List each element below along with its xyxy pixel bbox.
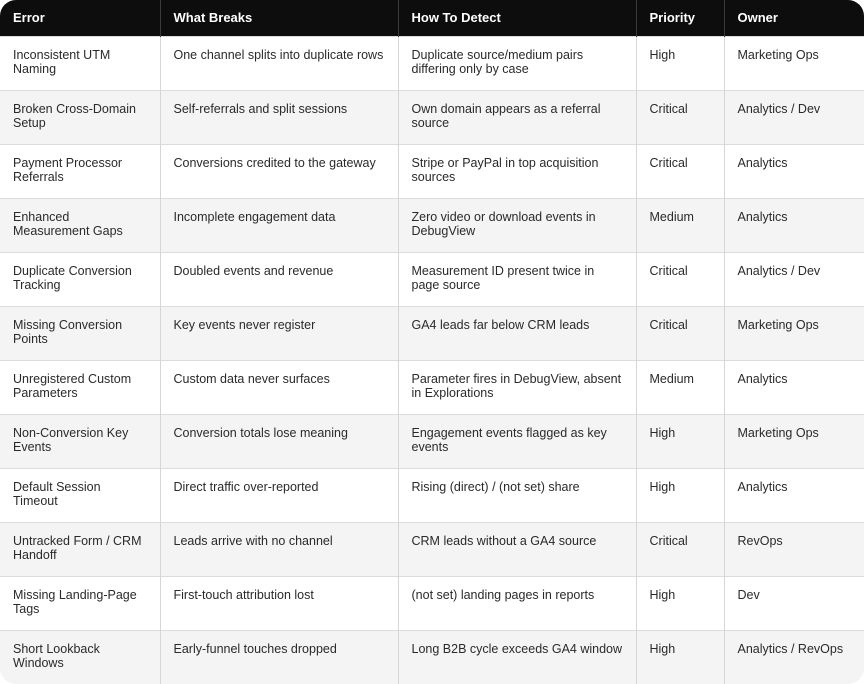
table-row: [0, 468, 864, 522]
cell-error: Missing Landing-Page Tags: [0, 576, 160, 630]
cell-how-to-detect: Duplicate source/medium pairs differing only by case: [398, 36, 636, 90]
table-row: [0, 414, 864, 468]
cell-error: Default Session Timeout: [0, 468, 160, 522]
table-header-row: [0, 0, 864, 36]
table-row: [0, 360, 864, 414]
cell-priority: Critical: [636, 306, 724, 360]
cell-error: Duplicate Conversion Tracking: [0, 252, 160, 306]
table-row: [0, 252, 864, 306]
table-row: [0, 144, 864, 198]
cell-what-breaks: Conversions credited to the gateway: [160, 144, 398, 198]
cell-owner: Analytics: [724, 360, 864, 414]
cell-priority: Medium: [636, 198, 724, 252]
cell-owner: Analytics: [724, 144, 864, 198]
cell-error: Untracked Form / CRM Handoff: [0, 522, 160, 576]
cell-priority: High: [636, 414, 724, 468]
cell-priority: High: [636, 630, 724, 684]
cell-owner: Marketing Ops: [724, 414, 864, 468]
cell-how-to-detect: CRM leads without a GA4 source: [398, 522, 636, 576]
cell-what-breaks: One channel splits into duplicate rows: [160, 36, 398, 90]
cell-owner: RevOps: [724, 522, 864, 576]
table-row: [0, 630, 864, 684]
cell-priority: Critical: [636, 144, 724, 198]
cell-what-breaks: Key events never register: [160, 306, 398, 360]
cell-how-to-detect: Measurement ID present twice in page source: [398, 252, 636, 306]
cell-owner: Analytics: [724, 198, 864, 252]
cell-priority: Medium: [636, 360, 724, 414]
cell-priority: High: [636, 468, 724, 522]
cell-how-to-detect: (not set) landing pages in reports: [398, 576, 636, 630]
cell-how-to-detect: Parameter fires in DebugView, absent in Explorations: [398, 360, 636, 414]
cell-priority: Critical: [636, 252, 724, 306]
table-row: [0, 522, 864, 576]
cell-error: Short Lookback Windows: [0, 630, 160, 684]
cell-how-to-detect: Rising (direct) / (not set) share: [398, 468, 636, 522]
cell-how-to-detect: Engagement events flagged as key events: [398, 414, 636, 468]
cell-owner: Analytics / RevOps: [724, 630, 864, 684]
cell-how-to-detect: Stripe or PayPal in top acquisition sources: [398, 144, 636, 198]
cell-owner: Dev: [724, 576, 864, 630]
cell-error: Payment Processor Referrals: [0, 144, 160, 198]
header-error: Error: [0, 0, 160, 36]
cell-error: Broken Cross-Domain Setup: [0, 90, 160, 144]
table-row: [0, 576, 864, 630]
cell-owner: Analytics: [724, 468, 864, 522]
cell-error: Missing Conversion Points: [0, 306, 160, 360]
cell-what-breaks: First-touch attribution lost: [160, 576, 398, 630]
cell-what-breaks: Incomplete engagement data: [160, 198, 398, 252]
cell-how-to-detect: GA4 leads far below CRM leads: [398, 306, 636, 360]
table-row: [0, 198, 864, 252]
cell-error: Inconsistent UTM Naming: [0, 36, 160, 90]
cell-error: Non-Conversion Key Events: [0, 414, 160, 468]
cell-owner: Analytics / Dev: [724, 90, 864, 144]
table-row: [0, 36, 864, 90]
cell-error: Unregistered Custom Parameters: [0, 360, 160, 414]
header-how-to-detect: How To Detect: [398, 0, 636, 36]
cell-what-breaks: Direct traffic over-reported: [160, 468, 398, 522]
cell-owner: Marketing Ops: [724, 306, 864, 360]
cell-what-breaks: Conversion totals lose meaning: [160, 414, 398, 468]
header-priority: Priority: [636, 0, 724, 36]
cell-priority: High: [636, 576, 724, 630]
cell-owner: Marketing Ops: [724, 36, 864, 90]
cell-owner: Analytics / Dev: [724, 252, 864, 306]
cell-priority: High: [636, 36, 724, 90]
cell-how-to-detect: Zero video or download events in DebugView: [398, 198, 636, 252]
cell-how-to-detect: Long B2B cycle exceeds GA4 window: [398, 630, 636, 684]
header-owner: Owner: [724, 0, 864, 36]
cell-priority: Critical: [636, 522, 724, 576]
table-body: [0, 36, 864, 684]
cell-what-breaks: Self-referrals and split sessions: [160, 90, 398, 144]
cell-how-to-detect: Own domain appears as a referral source: [398, 90, 636, 144]
cell-what-breaks: Custom data never surfaces: [160, 360, 398, 414]
table-row: [0, 90, 864, 144]
table-row: [0, 306, 864, 360]
cell-what-breaks: Doubled events and revenue: [160, 252, 398, 306]
header-what-breaks: What Breaks: [160, 0, 398, 36]
cell-error: Enhanced Measurement Gaps: [0, 198, 160, 252]
cell-what-breaks: Early-funnel touches dropped: [160, 630, 398, 684]
cell-priority: Critical: [636, 90, 724, 144]
cell-what-breaks: Leads arrive with no channel: [160, 522, 398, 576]
